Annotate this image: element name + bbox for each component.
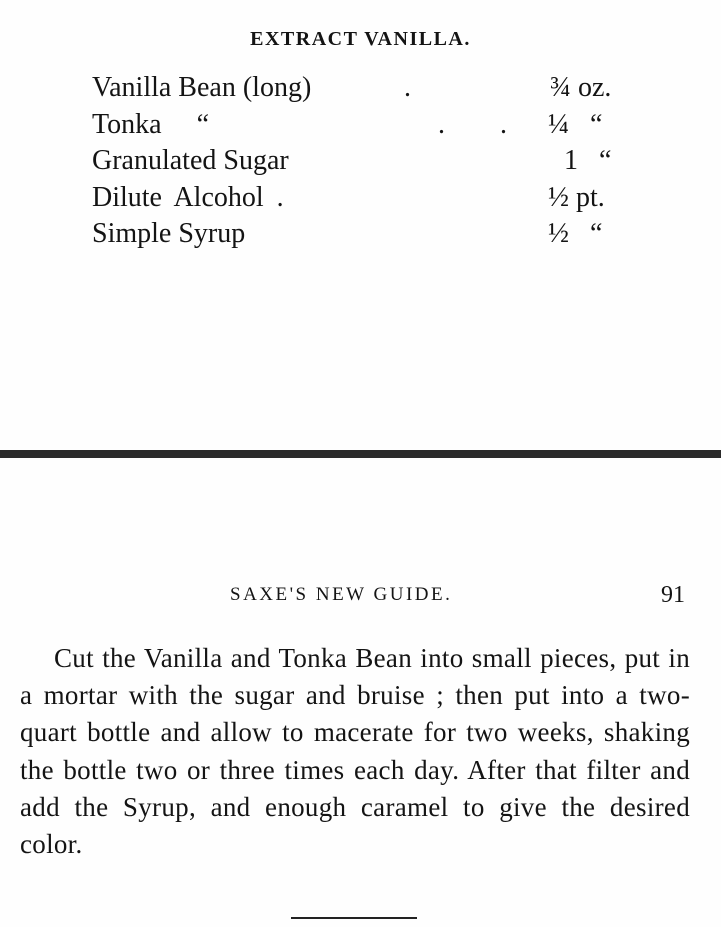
running-title: SAXE'S NEW GUIDE. <box>230 584 453 605</box>
page-divider <box>0 450 721 458</box>
ingredient-row <box>92 107 652 144</box>
ingredient-quantity: ½ “ <box>548 218 603 249</box>
page-number: 91 <box>661 582 685 608</box>
recipe-title: EXTRACT VANILLA. <box>250 28 471 50</box>
running-head <box>0 584 721 610</box>
ingredient-name: Dilute Alcohol . <box>92 181 284 213</box>
ingredient-name: Vanilla Bean (long) <box>92 72 312 103</box>
ingredient-quantity: ¼ “ <box>548 108 603 140</box>
ingredient-row <box>92 143 652 180</box>
ingredient-name: Granulated Sugar <box>92 145 289 176</box>
ingredient-quantity: ¾ oz. <box>550 72 612 103</box>
leader-dots: . <box>404 72 411 103</box>
ingredient-list <box>92 70 652 253</box>
ingredient-quantity: ½ pt. <box>548 181 605 213</box>
ingredient-quantity: 1 “ <box>564 145 612 176</box>
leader-dots: . . <box>438 108 507 140</box>
end-rule <box>291 917 417 919</box>
ingredient-name: Tonka “ <box>92 108 210 140</box>
ingredient-row <box>92 70 652 107</box>
instructions-paragraph: Cut the Vanilla and Tonka Bean into small pieces, put in a mortar with the sugar and bruise ; then put into a two-quart bottle and allow to macerate for two weeks, shaking the bottle two or three times each day. After that filter and add the Syrup, and enough caramel to give the desired color. <box>20 643 690 860</box>
ingredient-name: Simple Syrup <box>92 218 246 249</box>
ingredient-row <box>92 180 652 217</box>
ingredient-row <box>92 216 652 253</box>
